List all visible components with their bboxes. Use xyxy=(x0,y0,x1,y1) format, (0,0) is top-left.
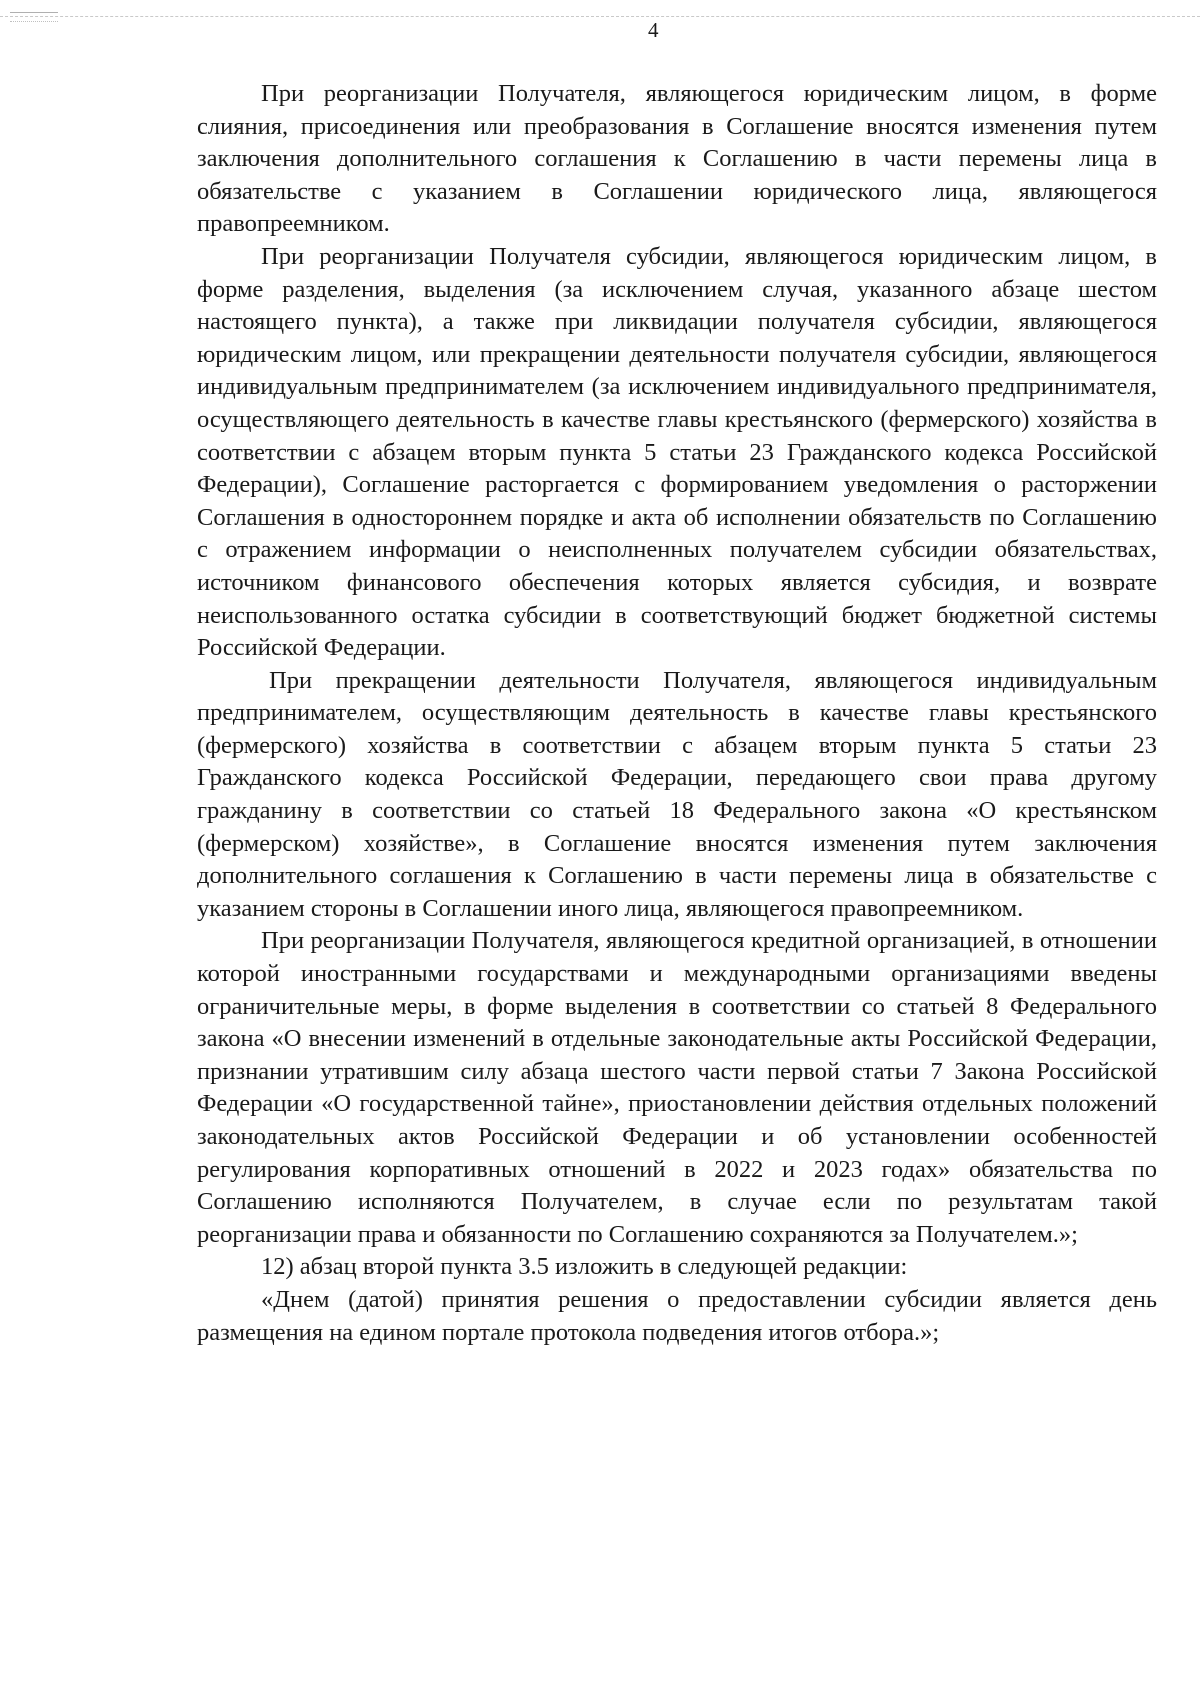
paragraph-decision-date: «Днем (датой) принятия решения о предоставлении субсидии является день размещения на едином портале протокола подведения итогов отбора.»; xyxy=(197,1285,1157,1346)
paragraph-termination-farm: При прекращении деятельности Получателя, являющегося индивидуальным предпринимателем, осуществляющим деятельность в качестве главы крестьянского (фермерского) хозяйства в соответствии с абзацем вторым пункта 5 статьи 23 Гражданского кодекса Российской Федерации, передающего свои права другому гражданину в соответствии со статьей 18 Федерального закона «О крестьянском (фермерском) хозяйстве», в Соглашение вносятся изменения путем заключения дополнительного соглашения к Соглашению в части перемены лица в обязательстве с указанием стороны в Соглашении иного лица, являющегося правопреемником. xyxy=(197,666,1157,922)
document-body xyxy=(197,78,1157,1349)
paragraph-reorganization-credit-org: При реорганизации Получателя, являющегося кредитной организацией, в отношении которой иностранными государствами и международными организациями введены ограничительные меры, в форме выделения в соответствии со статьей 8 Федерального закона «О внесении изменений в отдельные законодательные акты Российской Федерации, признании утратившим силу абзаца шестого части первой статьи 7 Закона Российской Федерации «О государственной тайне», приостановлении действия отдельных положений законодательных актов Российской Федерации и об установлении особенностей регулирования корпоративных отношений в 2022 и 2023 годах» обязательства по Соглашению исполняются Получателем, в случае если по результатам такой реорганизации права и обязанности по Соглашению сохраняются за Получателем.»; xyxy=(197,927,1157,1248)
paragraph-reorganization-division: При реорганизации Получателя субсидии, являющегося юридическим лицом, в форме разделения, выделения (за исключением случая, указанного абзаце шестом настоящего пункта), а также при ликвидации получателя субсидии, являющегося юридическим лицом, или прекращении деятельности получателя субсидии, являющегося индивидуальным предпринимателем (за исключением индивидуального предпринимателя, осуществляющего деятельность в качестве главы крестьянского (фермерского) хозяйства в соответствии с абзацем вторым пункта 5 статьи 23 Гражданского кодекса Российской Федерации), Соглашение расторгается с формированием уведомления о расторжении Соглашения в одностороннем порядке и акта об исполнении обязательств по Соглашению с отражением информации о неисполненных получателем субсидии обязательствах, источником финансового обеспечения которых является субсидия, и возврате неиспользованного остатка субсидии в соответствующий бюджет бюджетной системы Российской Федерации. xyxy=(197,242,1157,662)
page-number: 4 xyxy=(648,18,659,42)
paragraph-amendment-12: 12) абзац второй пункта 3.5 изложить в следующей редакции: xyxy=(261,1253,908,1281)
scan-edge-line xyxy=(0,16,1200,18)
paragraph-reorganization-merger: При реорганизации Получателя, являющегося юридическим лицом, в форме слияния, присоединения или преобразования в Соглашение вносятся изменения путем заключения дополнительного соглашения к Соглашению в части перемены лица в обязательстве с указанием в Соглашении юридического лица, являющегося правопреемником. xyxy=(197,80,1157,238)
